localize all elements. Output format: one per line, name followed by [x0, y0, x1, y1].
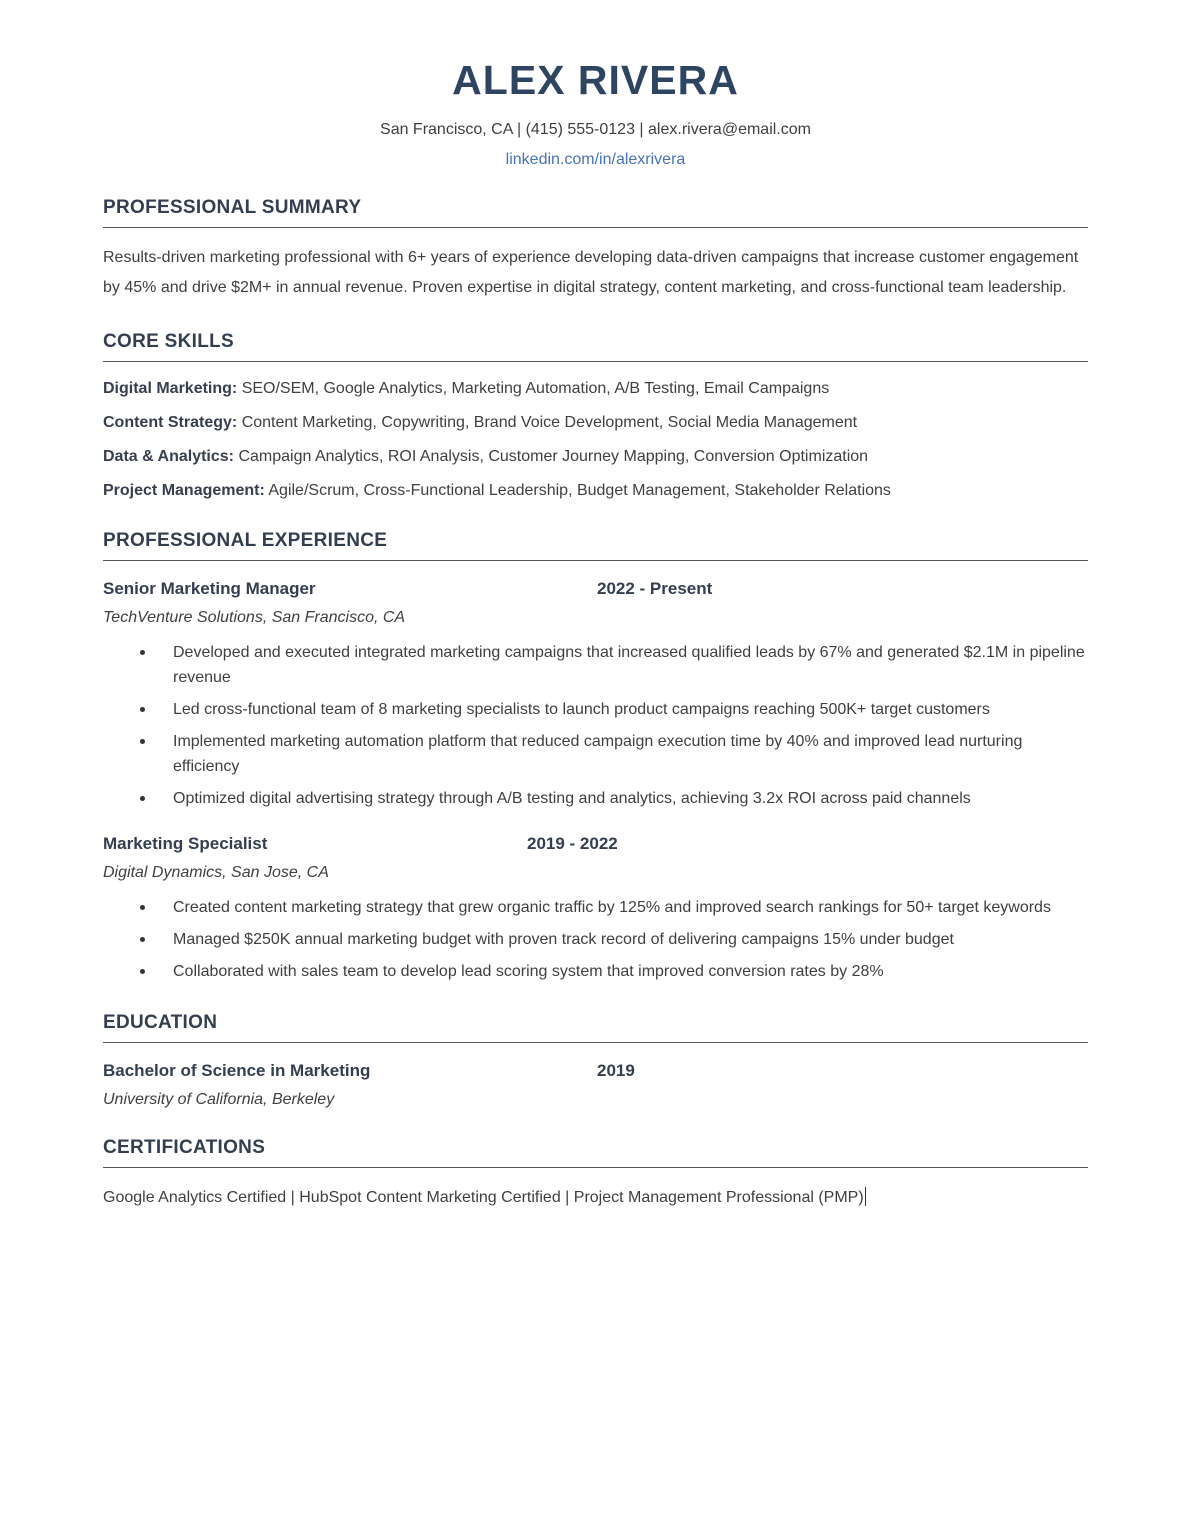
- text-cursor: [865, 1187, 867, 1206]
- job-header: [103, 833, 1088, 855]
- skill-line-project-management: [103, 480, 1088, 502]
- job-entry-marketing-specialist: [103, 833, 1088, 984]
- bullet-item: Led cross-functional team of 8 marketing specialists to launch product campaigns reaching 500K+ target customers: [173, 697, 1088, 722]
- skill-category: Content Strategy:: [103, 414, 238, 431]
- resume-name: ALEX RIVERA: [452, 57, 739, 103]
- education-entry: [103, 1060, 1088, 1082]
- job-entry-senior-marketing-manager: [103, 578, 1088, 811]
- job-company: TechVenture Solutions, San Francisco, CA: [103, 609, 406, 626]
- summary-heading: PROFESSIONAL SUMMARY: [103, 197, 362, 218]
- job-bullet-list: [103, 895, 1088, 984]
- job-dates: 2022 - Present: [597, 579, 713, 598]
- section-divider: [103, 560, 1088, 561]
- skill-category: Project Management:: [103, 482, 265, 499]
- skill-category: Data & Analytics:: [103, 448, 234, 465]
- section-professional-summary: [103, 197, 1088, 303]
- certifications-heading: CERTIFICATIONS: [103, 1137, 266, 1158]
- bullet-item: Managed $250K annual marketing budget with proven track record of delivering campaigns 15% under budget: [173, 927, 1088, 952]
- skill-line-data-analytics: [103, 446, 1088, 468]
- skill-line-digital-marketing: [103, 378, 1088, 400]
- skill-list: Content Marketing, Copywriting, Brand Voice Development, Social Media Management: [241, 414, 858, 431]
- skill-list: SEO/SEM, Google Analytics, Marketing Automation, A/B Testing, Email Campaigns: [241, 380, 830, 397]
- job-bullet-list: [103, 640, 1088, 811]
- bullet-item: Collaborated with sales team to develop lead scoring system that improved conversion rates by 28%: [173, 959, 1088, 984]
- contact-line: San Francisco, CA | (415) 555-0123 | alex.rivera@email.com: [380, 121, 811, 138]
- summary-text: Results-driven marketing professional with 6+ years of experience developing data-driven campaigns that increase customer engagement by 45% and drive $2M+ in annual revenue. Proven expertise in digital strategy, content marketing, and cross-functional team leadership.: [103, 249, 1079, 296]
- section-professional-experience: [103, 530, 1088, 984]
- job-company: Digital Dynamics, San Jose, CA: [103, 864, 329, 881]
- section-divider: [103, 1042, 1088, 1043]
- bullet-item: Optimized digital advertising strategy through A/B testing and analytics, achieving 3.2x ROI across paid channels: [173, 786, 1088, 811]
- bullet-item: Developed and executed integrated marketing campaigns that increased qualified leads by 67% and generated $2.1M in pipeline revenue: [173, 640, 1088, 690]
- job-title: Marketing Specialist: [103, 834, 268, 853]
- job-header: [103, 578, 1088, 600]
- section-core-skills: [103, 331, 1088, 502]
- education-dates: 2019: [597, 1061, 635, 1080]
- skills-heading: CORE SKILLS: [103, 331, 235, 352]
- degree-title: Bachelor of Science in Marketing: [103, 1061, 371, 1080]
- section-divider: [103, 1167, 1088, 1168]
- job-title: Senior Marketing Manager: [103, 579, 316, 598]
- skill-line-content-strategy: [103, 412, 1088, 434]
- skill-list: Agile/Scrum, Cross-Functional Leadership, Budget Management, Stakeholder Relations: [268, 482, 891, 499]
- linkedin-link[interactable]: linkedin.com/in/alexrivera: [505, 151, 686, 168]
- education-heading: EDUCATION: [103, 1012, 218, 1033]
- section-divider: [103, 361, 1088, 362]
- section-divider: [103, 227, 1088, 228]
- section-certifications: [103, 1137, 1088, 1213]
- skill-list: Campaign Analytics, ROI Analysis, Customer Journey Mapping, Conversion Optimization: [238, 448, 869, 465]
- section-education: [103, 1012, 1088, 1109]
- school-name: University of California, Berkeley: [103, 1091, 335, 1108]
- job-dates: 2019 - 2022: [527, 834, 618, 853]
- bullet-item: Implemented marketing automation platform that reduced campaign execution time by 40% and improved lead nurturing efficiency: [173, 729, 1088, 779]
- bullet-item: Created content marketing strategy that grew organic traffic by 125% and improved search rankings for 50+ target keywords: [173, 895, 1088, 920]
- certifications-line: [103, 1183, 1088, 1213]
- certifications-text: Google Analytics Certified | HubSpot Content Marketing Certified | Project Management Professional (PMP): [103, 1189, 864, 1206]
- experience-heading: PROFESSIONAL EXPERIENCE: [103, 530, 388, 551]
- skill-category: Digital Marketing:: [103, 380, 238, 397]
